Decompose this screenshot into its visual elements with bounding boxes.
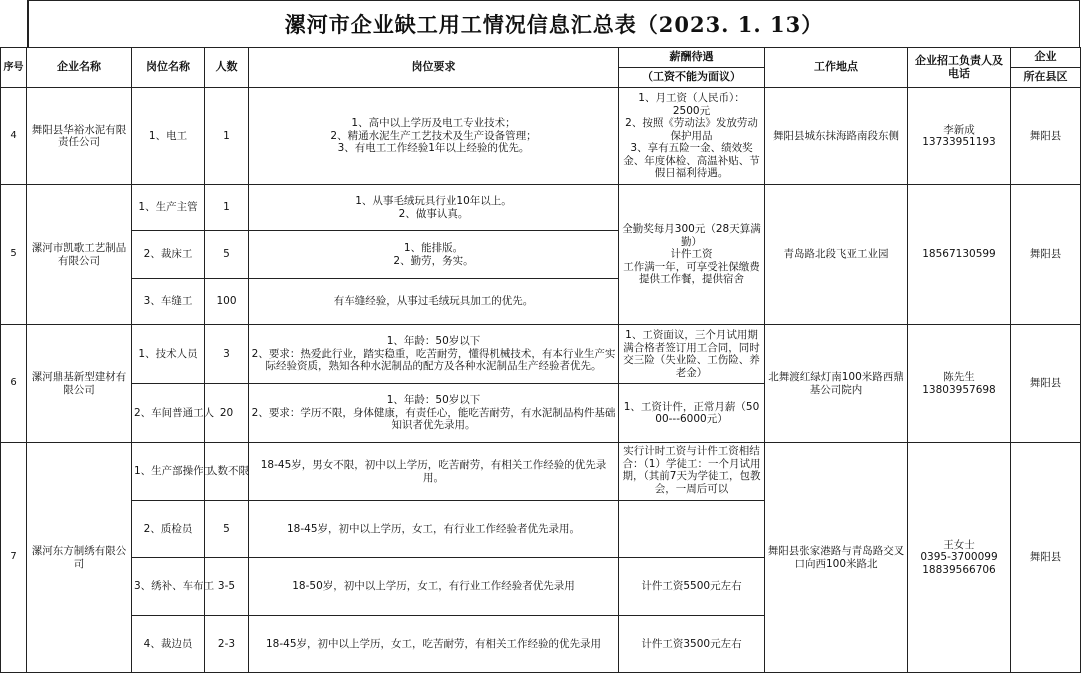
row-seq: 5 — [1, 185, 27, 325]
salary: 1、工资面议，三个月试用期满合格者签订用工合同，同时交三险（失业险、工伤险、养老金） — [619, 325, 765, 384]
position-name: 1、技术人员 — [132, 325, 205, 384]
job-table — [0, 47, 1081, 673]
salary — [619, 501, 765, 558]
job-requirements: 1、年龄：50岁以下 2、要求：热爱此行业，踏实稳重，吃苦耐劳，懂得机械技术，有本行业生产实际经验资质，熟知各种水泥制品的配方及各种水泥制品生产经验者优先。 — [249, 325, 619, 384]
job-requirements: 18-45岁，初中以上学历，女工，有行业工作经验者优先录用。 — [249, 501, 619, 558]
job-requirements: 1、从事毛绒玩具行业10年以上。 2、做事认真。 — [249, 185, 619, 231]
header-salary: 薪酬待遇 — [619, 48, 765, 68]
salary — [619, 443, 765, 501]
contact: 李新成 13733951193 — [908, 88, 1011, 185]
position-name: 1、生产主管 — [132, 185, 205, 231]
job-requirements: 有车缝经验，从事过毛绒玩具加工的优先。 — [249, 279, 619, 325]
position-name: 2、车间普通工人 — [132, 384, 205, 443]
job-requirements: 18-45岁，男女不限，初中以上学历，吃苦耐劳，有相关工作经验的优先录用。 — [249, 443, 619, 501]
row-seq: 7 — [1, 443, 27, 673]
headcount: 100 — [205, 279, 249, 325]
work-location: 舞阳县张家港路与青岛路交叉口向西100米路北 — [765, 443, 908, 673]
contact: 王女士 0395-3700099 18839566706 — [908, 443, 1011, 673]
headcount: 3-5 — [205, 558, 249, 616]
table-row — [1, 443, 1081, 501]
position-name: 3、车缝工 — [132, 279, 205, 325]
work-location: 北舞渡红绿灯南100米路西鼎基公司院内 — [765, 325, 908, 443]
header-district-sub: 所在县区 — [1011, 68, 1081, 88]
company-name: 漯河东方制绣有限公司 — [27, 443, 132, 673]
salary: 计件工资5500元左右 — [619, 558, 765, 616]
headcount: 5 — [205, 231, 249, 279]
sheet-title: 漯河市企业缺工用工情况信息汇总表（2023. 1. 13） — [28, 0, 1080, 47]
header-requirements: 岗位要求 — [249, 48, 619, 88]
contact: 18567130599 — [908, 185, 1011, 325]
salary-text: 实行计时工资与计件工资相结合：（1）学徒工：一个月试用期，（其前7天为学徒工，包教会，一周后可以 — [622, 445, 761, 495]
header-district: 企业 — [1011, 48, 1081, 68]
table-row — [1, 88, 1081, 185]
job-requirements: 1、高中以上学历及电工专业技术； 2、精通水泥生产工艺技术及生产设备管理； 3、有电工工作经验1年以上经验的优先。 — [249, 88, 619, 185]
headcount: 3 — [205, 325, 249, 384]
position-name: 1、电工 — [132, 88, 205, 185]
row-seq: 4 — [1, 88, 27, 185]
district: 舞阳县 — [1011, 88, 1081, 185]
position-name: 3、绣补、车布工 — [132, 558, 205, 616]
row-seq: 6 — [1, 325, 27, 443]
job-requirements: 1、能排版。 2、勤劳，务实。 — [249, 231, 619, 279]
headcount: 人数不限 — [205, 443, 249, 501]
header-row — [1, 48, 1081, 68]
district: 舞阳县 — [1011, 443, 1081, 673]
job-requirements: 1、年龄：50岁以下 2、要求：学历不限，身体健康，有责任心，能吃苦耐劳，有水泥制品构件基础知识者优先录用。 — [249, 384, 619, 443]
position-name: 2、裁床工 — [132, 231, 205, 279]
table-row — [1, 185, 1081, 231]
company-name: 漯河鼎基新型建材有限公司 — [27, 325, 132, 443]
salary: 1、月工资（人民币）： 2500元 2、按照《劳动法》发放劳动保护用品 3、享有五险一金、绩效奖金、年度体检、高温补贴、节假日福利待遇。 — [619, 88, 765, 185]
header-count: 人数 — [205, 48, 249, 88]
salary: 计件工资3500元左右 — [619, 616, 765, 673]
contact: 陈先生 13803957698 — [908, 325, 1011, 443]
district: 舞阳县 — [1011, 325, 1081, 443]
headcount: 1 — [205, 185, 249, 231]
work-location: 舞阳县城东抹海路南段东侧 — [765, 88, 908, 185]
headcount: 20 — [205, 384, 249, 443]
header-seq: 序号 — [1, 48, 27, 88]
table-row — [1, 325, 1081, 384]
headcount: 5 — [205, 501, 249, 558]
company-name: 舞阳县华裕水泥有限责任公司 — [27, 88, 132, 185]
headcount: 1 — [205, 88, 249, 185]
header-salary-note: （工资不能为面议） — [619, 68, 765, 88]
job-requirements: 18-45岁，初中以上学历，女工，吃苦耐劳，有相关工作经验的优先录用 — [249, 616, 619, 673]
salary: 1、工资计件，正常月薪（5000---6000元） — [619, 384, 765, 443]
district: 舞阳县 — [1011, 185, 1081, 325]
header-position: 岗位名称 — [132, 48, 205, 88]
position-name: 2、质检员 — [132, 501, 205, 558]
title-left-cell — [0, 0, 28, 47]
header-location: 工作地点 — [765, 48, 908, 88]
job-requirements: 18-50岁，初中以上学历，女工，有行业工作经验者优先录用 — [249, 558, 619, 616]
company-name: 漯河市凯歌工艺制品有限公司 — [27, 185, 132, 325]
header-contact: 企业招工负责人及电话 — [908, 48, 1011, 88]
work-location: 青岛路北段飞亚工业园 — [765, 185, 908, 325]
salary: 全勤奖每月300元（28天算满勤） 计件工资 工作满一年，可享受社保缴费 提供工作餐，提供宿舍 — [619, 185, 765, 325]
position-name: 1、生产部操作工 — [132, 443, 205, 501]
position-name: 4、裁边员 — [132, 616, 205, 673]
header-company: 企业名称 — [27, 48, 132, 88]
headcount: 2-3 — [205, 616, 249, 673]
